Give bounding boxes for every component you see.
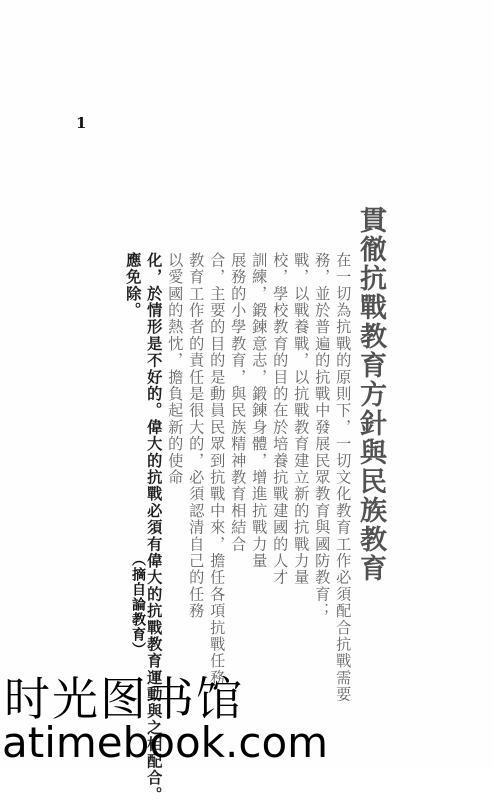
body-column: 務，並於普遍的抗戰中發展民眾教育與國防教育； [313, 252, 332, 620]
body-column: 訓練，鍛鍊意志，鍛鍊身體，增進抗戰力量 [250, 252, 269, 570]
body-column: 戰，以戰養戰，以抗戰教育建立新的抗戰力量 [292, 252, 311, 586]
body-column: 應免除。 [124, 252, 143, 319]
body-column: 展務的小學教育，與民族精神教育相結合 [229, 252, 248, 553]
body-column: 合，主要的目的是動員民眾到抗戰中來，擔任各項抗戰任務 [208, 252, 227, 687]
body-column: 在一切為抗戰的原則下，一切文化教育工作必須配合抗戰需要 [334, 252, 353, 703]
body-column: 教育工作者的責任是很大的，必須認清自己的任務 [187, 252, 206, 620]
page-number: 1 [76, 114, 87, 132]
watermark-url: atimebook.com [2, 718, 329, 767]
body-column: 校，學校教育的目的在於培養抗戰建國的人才 [271, 252, 290, 586]
watermark-chinese: 时光图书馆 [4, 672, 244, 726]
source-citation: （摘自論教育） [130, 552, 146, 657]
body-column: 化，於情形是不好的。偉大的抗戰必須有偉大的抗戰教育運動與之相配合。 [145, 252, 164, 803]
document-title: 貫徹抗戰教育方針與民族教育 [355, 206, 386, 583]
body-column: 以愛國的熱忱，擔負起新的使命 [166, 252, 185, 486]
